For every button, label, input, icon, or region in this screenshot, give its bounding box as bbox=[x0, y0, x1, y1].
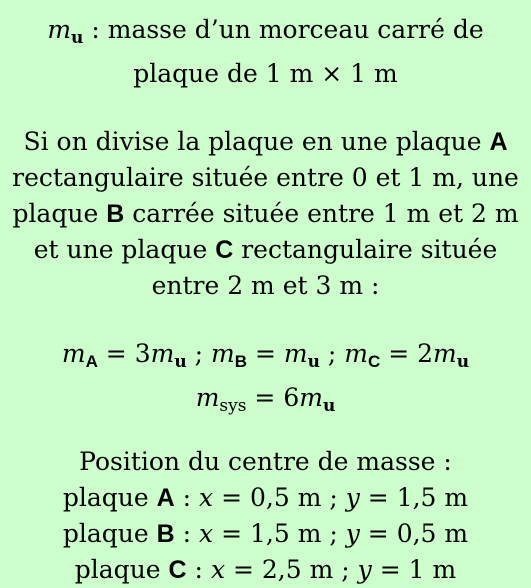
mass-a: $m_A = 3m_u$ bbox=[61, 339, 187, 372]
label-b: B bbox=[106, 200, 125, 228]
position-title: Position du centre de masse : bbox=[79, 447, 452, 476]
definition-line-2: plaque de 1 m × 1 m bbox=[133, 59, 398, 88]
division-line-5: entre 2 m et 3 m : bbox=[151, 271, 380, 300]
mass-c: $m_C = 2m_u$ bbox=[344, 339, 470, 372]
definition bbox=[10, 12, 521, 92]
division-line-3a: plaque bbox=[12, 199, 99, 228]
spacer bbox=[10, 424, 521, 444]
mass-equations: $m_A = 3m_u$ ; $m_B = m_u$ ; $m_C = 2m_u$ $m_{sys} = 6m_u$ bbox=[61, 339, 470, 416]
symbol-m: m bbox=[47, 15, 72, 44]
division-line-4b: rectangulaire située bbox=[241, 235, 498, 264]
mass-sys: $m_{sys} = 6m_u$ bbox=[195, 383, 336, 416]
definition-line-1: : masse d’un morceau carré de bbox=[83, 15, 484, 44]
label-c: C bbox=[215, 236, 234, 264]
division-line-2: rectangulaire située entre 0 et 1 m, une bbox=[12, 163, 519, 192]
spacer bbox=[10, 304, 521, 336]
mass-b: $m_B = m_u$ bbox=[211, 339, 320, 372]
center-of-mass bbox=[10, 444, 521, 588]
position-c: plaque C : x = 2,5 m ; y = 1 m bbox=[74, 555, 457, 584]
division-paragraph bbox=[10, 124, 521, 304]
division-line-1: Si on divise la plaque en une plaque bbox=[23, 127, 482, 156]
division-line-3b: carrée située entre 1 m et 2 m bbox=[132, 199, 519, 228]
division-line-4a: et une plaque bbox=[33, 235, 208, 264]
position-b: plaque B : x = 1,5 m ; y = 0,5 m bbox=[62, 519, 469, 548]
subscript-u: u bbox=[71, 28, 84, 48]
position-a: plaque A : x = 0,5 m ; y = 1,5 m bbox=[62, 483, 469, 512]
spacer bbox=[10, 92, 521, 124]
label-a: A bbox=[489, 128, 508, 156]
